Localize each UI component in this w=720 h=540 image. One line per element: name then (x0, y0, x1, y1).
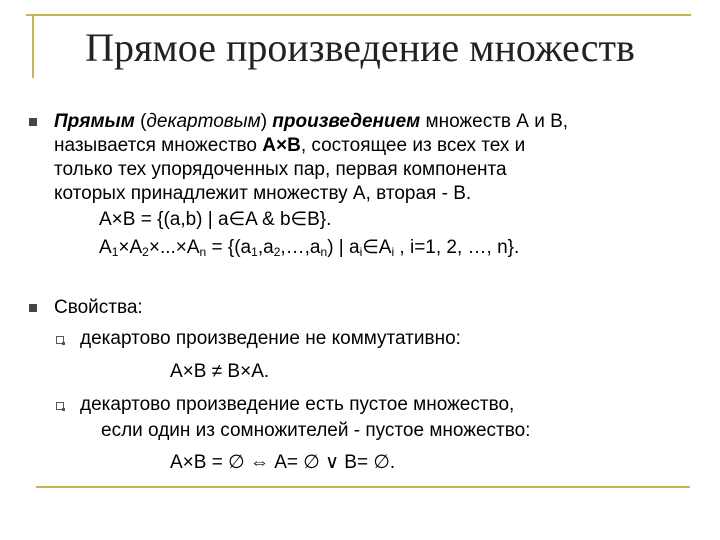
definition-line-1: Прямым (декартовым) произведением множеств А и В, (54, 111, 569, 132)
sub-bullet-icon (56, 402, 64, 410)
property-not-commutative: декартово произведение не коммутативно: (80, 328, 461, 349)
bottom-rule (36, 486, 690, 488)
properties-heading: Свойства: (54, 297, 143, 318)
term-axb: А×В (262, 135, 301, 156)
formula-empty-set: А×В = ∅ ⇔ А= ∅ ∨ В= ∅. (170, 452, 396, 473)
property-empty-line-1: декартово произведение есть пустое множество, (80, 394, 515, 415)
term-direct: Прямым (54, 111, 135, 132)
formula-n-ary-product: $A_1\times A_2\times...\times A_n$ = {$(a_1,a_2,\dots,a_n)$ | $a_i\in A_i$ , i=1, 2, …, n}. (99, 237, 520, 259)
formula-not-commutative: А×В ≠ В×А. (170, 361, 270, 382)
definition-line-2: называется множество А×В, состоящее из всех тех и (54, 135, 526, 156)
definition-line-3: только тех упорядоченных пар, первая компонента (54, 159, 507, 180)
bullet-definition (29, 118, 37, 126)
term-cartesian: декартовым (146, 111, 261, 132)
slide-title: Прямое произведение множеств (85, 25, 635, 70)
definition-line-4: которых принадлежит множеству А, вторая - В. (54, 183, 472, 204)
sub-bullet-icon (56, 336, 64, 344)
top-rule (26, 14, 691, 16)
term-product: произведением (272, 111, 421, 132)
property-empty-line-2: если один из сомножителей - пустое множество: (101, 420, 531, 441)
formula-cartesian-product: А×В = {(a,b) | a∈A & b∈B}. (99, 209, 332, 230)
bullet-properties (29, 304, 37, 312)
